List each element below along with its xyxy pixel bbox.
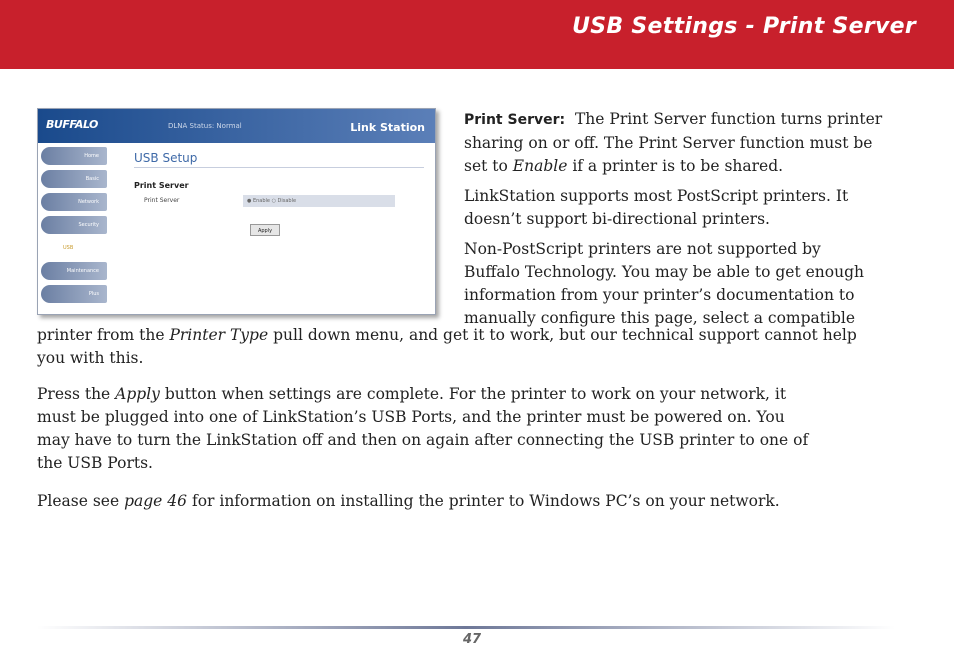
printer-type-term: Printer Type [169, 326, 269, 344]
nav-item-plus: Plus [41, 285, 107, 303]
nav-item-maintenance: Maintenance [41, 262, 107, 280]
text-line: LinkStation supports most PostScript printers. It [464, 187, 849, 205]
text-line: The Print Server function turns printer [574, 110, 883, 128]
screenshot-heading: USB Setup [134, 151, 198, 165]
text-line: doesn’t support bi-directional printers. [464, 210, 770, 228]
buffalo-logo: BUFFALO [46, 118, 98, 131]
heading-divider [134, 167, 424, 168]
usb-setup-screenshot [37, 108, 436, 315]
text-fragment: pull down menu, and get it to work, but our technical support cannot help [273, 326, 857, 344]
nav-item-usb: USB [41, 239, 107, 257]
nav-item-home: Home [41, 147, 107, 165]
text-fragment: button when settings are complete. For the printer to work on your network, it [164, 385, 787, 403]
page-header [0, 0, 954, 69]
text-line: information from your printer’s documentation to [464, 286, 855, 304]
screenshot-apply-button: Apply [250, 224, 280, 236]
page-title: USB Settings - Print Server [572, 14, 916, 39]
text-line: Non-PostScript printers are not supported by [464, 240, 821, 258]
nav-item-security: Security [41, 216, 107, 234]
apply-term: Apply [115, 385, 160, 403]
screenshot-options: ● Enable ○ Disable [243, 195, 395, 207]
text-line: the USB Ports. [37, 454, 153, 472]
page-number: 47 [463, 632, 482, 647]
text-fragment: for information on installing the printer to Windows PC’s on your network. [191, 492, 780, 510]
text-fragment: Please see [37, 492, 120, 510]
screenshot-field-label: Print Server [144, 197, 180, 204]
text-line: sharing on or off. The Print Server function must be [464, 134, 873, 152]
text-fragment: if a printer is to be shared. [572, 157, 784, 175]
postscript-paragraph [464, 185, 924, 231]
dlna-status: DLNA Status: Normal [168, 122, 242, 130]
non-postscript-paragraph [464, 238, 934, 330]
text-fragment: Press the [37, 385, 111, 403]
text-fragment: printer from the [37, 326, 165, 344]
page-reference: page 46 [124, 492, 188, 510]
text-line: must be plugged into one of LinkStation’s USB Ports, and the printer must be powered on. You [37, 408, 785, 426]
screenshot-section: Print Server [134, 181, 189, 190]
text-line: manually configure this page, select a compatible [464, 309, 856, 327]
text-fragment: set to [464, 157, 508, 175]
see-page-paragraph [37, 490, 937, 513]
enable-term: Enable [512, 157, 568, 175]
linkstation-logo: Link Station [350, 121, 425, 134]
footer-divider [37, 626, 895, 629]
text-line: you with this. [37, 349, 144, 367]
nav-item-basic: Basic [41, 170, 107, 188]
text-line: may have to turn the LinkStation off and then on again after connecting the USB printer to one of [37, 431, 809, 449]
apply-paragraph [37, 383, 937, 475]
print-server-paragraph [464, 108, 924, 178]
text-line: Buffalo Technology. You may be able to get enough [464, 263, 864, 281]
print-server-lead: Print Server: [464, 112, 566, 128]
nav-item-network: Network [41, 193, 107, 211]
screenshot-nav [41, 147, 107, 308]
text-line [37, 326, 857, 344]
screenshot-topbar [38, 109, 435, 143]
